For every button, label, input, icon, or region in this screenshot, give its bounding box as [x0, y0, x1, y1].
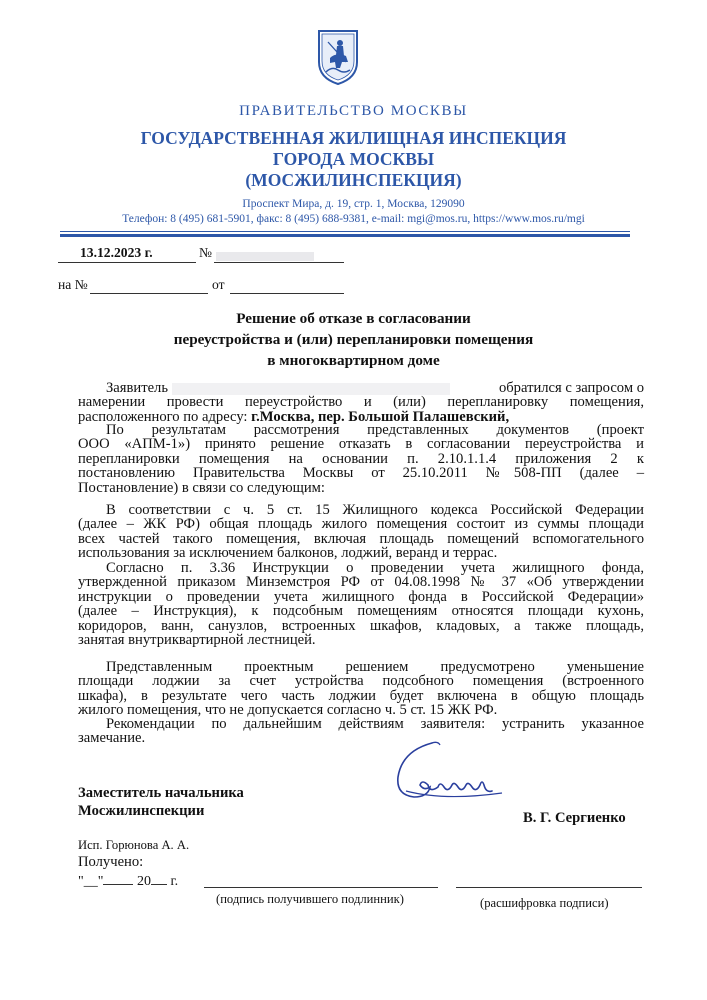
- received-month-blank: [103, 872, 133, 885]
- property-address: г.Москва, пер. Большой Палашевский,: [251, 408, 510, 425]
- signatory-position-line1: Заместитель начальника: [78, 785, 244, 801]
- document-number-label: №: [199, 245, 212, 260]
- paragraph-project-solution: [78, 660, 644, 718]
- paragraph-line: шкафа), в результате чего часть лоджии будет включена в общую площадь: [78, 687, 644, 704]
- paragraph-line: всех частей такого помещения, включая площадь помещений вспомогательного: [78, 530, 644, 547]
- signatory-position-line2: Мосжилинспекции: [78, 803, 205, 819]
- agency-address: Проспект Мира, д. 19, стр. 1, Москва, 129090: [242, 198, 465, 210]
- recipient-signature-caption: (подпись получившего подлинник): [216, 892, 404, 906]
- paragraph-line: занятая внутриквартирной лестницей.: [78, 632, 316, 649]
- paragraph-line: Согласно п. 3.36 Инструкции о проведении учета жилищного фонда,: [106, 560, 644, 576]
- incoming-number-label: на №: [58, 277, 88, 292]
- document-date: 13.12.2023 г.: [80, 245, 153, 260]
- redacted-number: [216, 252, 314, 261]
- received-year-prefix: 20: [136, 874, 151, 889]
- applicant-request-text: обратился с запросом о: [498, 380, 644, 396]
- paragraph-line: утвержденной приказом Минземстроя РФ от 04.08.1998 № 37 «Об утверждении: [78, 574, 644, 591]
- paragraph-recommendations: [78, 717, 644, 746]
- paragraph-applicant: [78, 381, 644, 424]
- received-label: Получено:: [78, 854, 144, 870]
- paragraph-line: площади лоджии за счет устройства подсобного помещения (встроенного: [78, 673, 644, 690]
- signature-decode-line: [456, 887, 642, 888]
- paragraph-line: постановлению Правительства Москвы от 25.10.2011 №508-ПП (далее –: [78, 465, 644, 482]
- signatory-name: В. Г. Сергиенко: [523, 810, 626, 826]
- decision-title-line1: Решение об отказе в согласовании: [236, 310, 471, 327]
- executor-name: Исп. Горюнова А. А.: [78, 838, 190, 852]
- paragraph-line: жилого помещения, что не допускается согласно ч. 5 ст. 15 ЖК РФ.: [78, 702, 498, 719]
- received-year-blank: [151, 872, 167, 885]
- paragraph-line: намерении провести переустройство и (или) перепланировку помещения,: [78, 394, 644, 411]
- paragraph-decision: [78, 423, 644, 495]
- paragraph-line: Представленным проектным решением предусмотрено уменьшение: [106, 659, 644, 675]
- paragraph-line: инструкции о проведении учета жилищного фонда в Российской Федерации»: [78, 588, 644, 605]
- government-name: ПРАВИТЕЛЬСТВО МОСКВЫ: [239, 103, 468, 119]
- paragraph-instruction: [78, 561, 644, 647]
- letterhead-rule-thick: [60, 234, 630, 237]
- moscow-coat-of-arms-icon: [316, 28, 360, 86]
- handwritten-signature-icon: [384, 735, 514, 810]
- signature-decode-caption: (расшифровка подписи): [480, 896, 609, 910]
- received-year-suffix: г.: [170, 874, 179, 889]
- number-underline: [214, 262, 344, 263]
- agency-name-line1: ГОСУДАРСТВЕННАЯ ЖИЛИЩНАЯ ИНСПЕКЦИЯ: [140, 128, 567, 148]
- paragraph-line: Постановление) в связи со следующим:: [78, 479, 325, 496]
- paragraph-line: Рекомендации по дальнейшим действиям заявителя: устранить указанное: [106, 716, 644, 732]
- recipient-signature-line: [204, 887, 438, 888]
- paragraph-line: перепланировки помещения на основании п. 2.10.1.1.4 приложения 2 к: [78, 450, 644, 467]
- agency-name-line2: ГОРОДА МОСКВЫ: [272, 149, 435, 169]
- received-day: "__": [78, 874, 104, 889]
- agency-name-line3: (МОСЖИЛИНСПЕКЦИЯ): [245, 170, 462, 190]
- received-date-line: [78, 872, 178, 890]
- paragraph-line: (далее – ЖК РФ) общая площадь жилого помещения состоит из суммы площади: [78, 516, 644, 533]
- decision-title-line2: переустройства и (или) перепланировки помещения: [173, 331, 534, 348]
- letterhead-rule-thin: [60, 231, 630, 232]
- paragraph-line: замечание.: [78, 730, 146, 747]
- incoming-date-underline: [230, 293, 344, 294]
- date-underline: [58, 262, 196, 263]
- paragraph-line: По результатам рассмотрения представленных документов (проект: [106, 422, 644, 438]
- paragraph-line: использования за исключением балконов, лоджий, веранд и террас.: [78, 545, 498, 562]
- agency-contacts: Телефон: 8 (495) 681-5901, факс: 8 (495) 688-9381, e-mail: mgi@mos.ru, https://www.mos.ru/mgi: [122, 213, 585, 225]
- address-label: расположенного по адресу:: [78, 408, 248, 425]
- incoming-from-label: от: [212, 277, 225, 292]
- decision-title-line3: в многоквартирном доме: [267, 352, 440, 369]
- applicant-label: Заявитель: [106, 380, 168, 396]
- paragraph-housing-code: [78, 503, 644, 561]
- paragraph-line: (далее – Инструкция), к подсобным помещениям относятся площади кухонь,: [78, 603, 644, 620]
- paragraph-line: коридоров, ванн, санузлов, встроенных шкафов, кладовых, а также площадь,: [78, 617, 644, 634]
- incoming-number-underline: [90, 293, 208, 294]
- paragraph-line: В соответствии с ч. 5 ст. 15 Жилищного кодекса Российской Федерации: [106, 502, 644, 518]
- redacted-applicant-name: [172, 383, 450, 395]
- paragraph-line: ООО «АПМ-1») принято решение отказать в согласовании переустройства и: [78, 436, 644, 453]
